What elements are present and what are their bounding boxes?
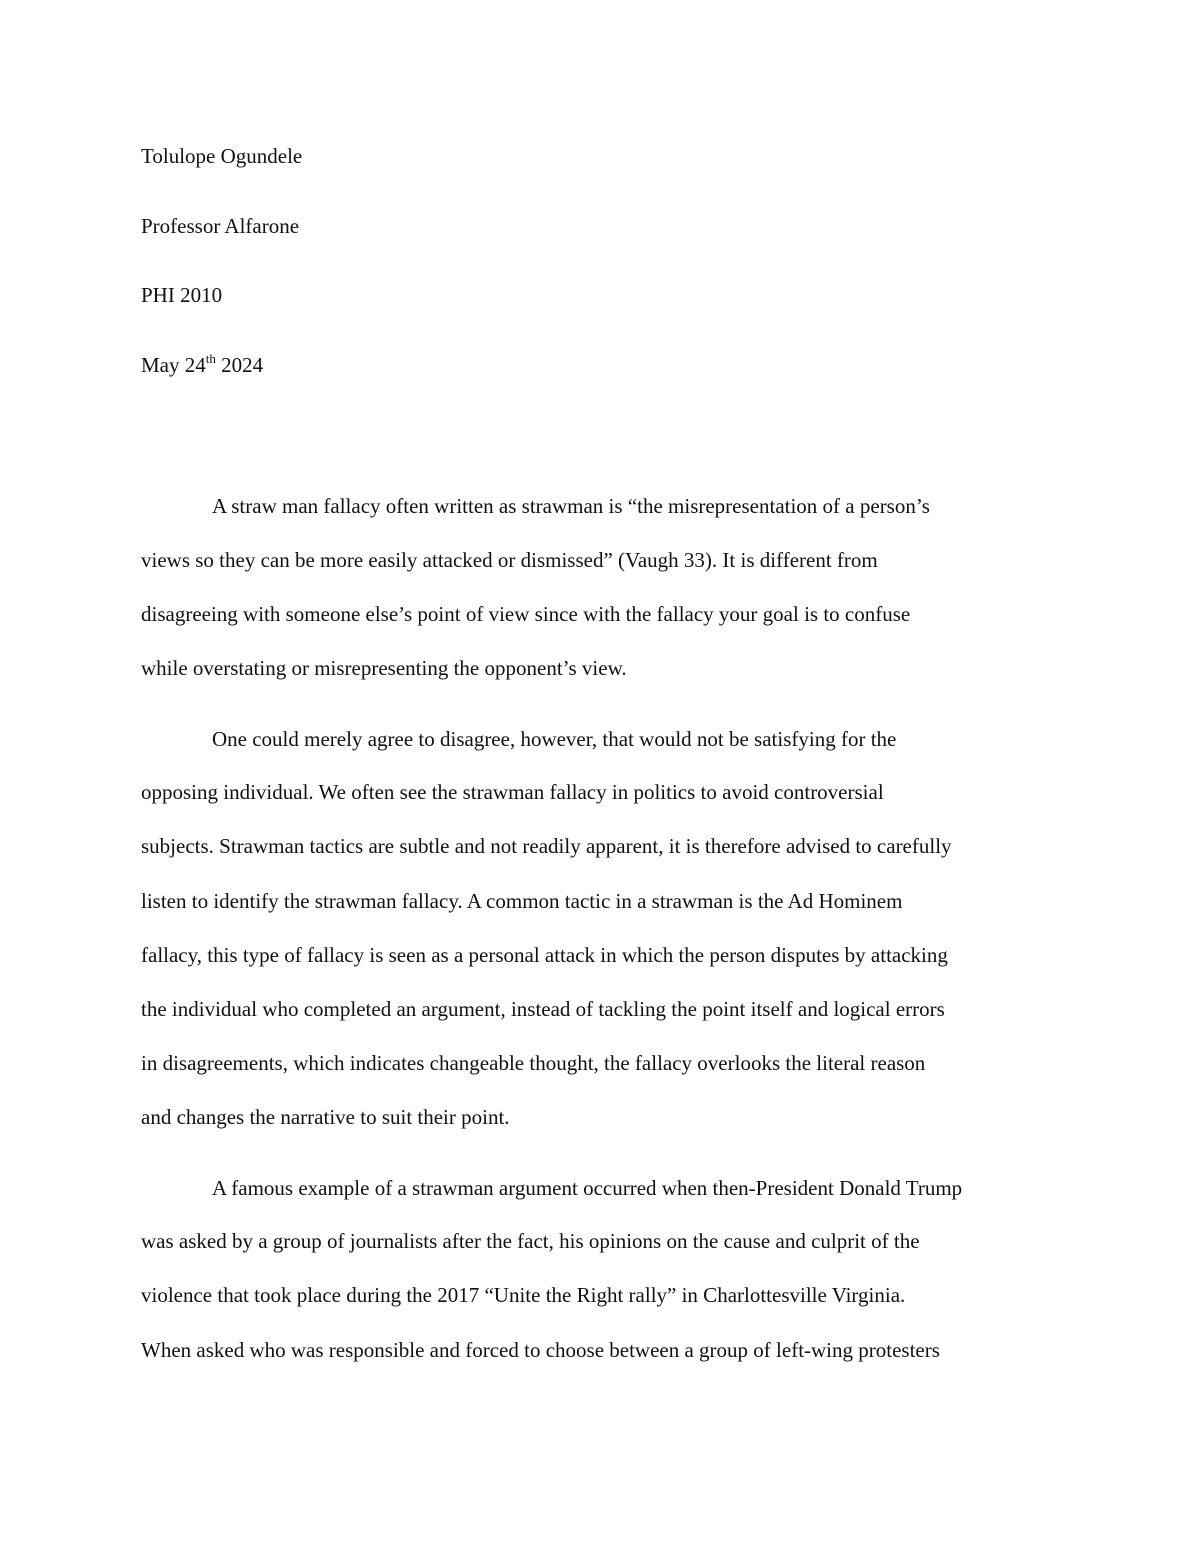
paragraph-1-line-1: A straw man fallacy often written as strawman is “the misrepresentation of a person’s bbox=[212, 494, 930, 518]
paragraph-3-line-3: violence that took place during the 2017 “Unite the Right rally” in Charlottesville Virginia. bbox=[141, 1283, 906, 1307]
date bbox=[141, 353, 263, 377]
paragraph-1-line-2: views so they can be more easily attacked or dismissed” (Vaugh 33). It is different from bbox=[141, 548, 878, 572]
course-code: PHI 2010 bbox=[141, 283, 223, 307]
paragraph-1-line-4: while overstating or misrepresenting the opponent’s view. bbox=[141, 656, 627, 680]
paragraph-3-line-1: A famous example of a strawman argument occurred when then-President Donald Trump bbox=[212, 1176, 963, 1200]
paragraph-2-line-4: listen to identify the strawman fallacy. A common tactic in a strawman is the Ad Hominem bbox=[141, 889, 903, 913]
paragraph-2-line-7: in disagreements, which indicates changeable thought, the fallacy overlooks the literal reason bbox=[141, 1051, 926, 1075]
paragraph-2-line-5: fallacy, this type of fallacy is seen as a personal attack in which the person disputes by attacking bbox=[141, 943, 948, 967]
paragraph-2-line-2: opposing individual. We often see the strawman fallacy in politics to avoid controversial bbox=[141, 780, 884, 804]
paragraph-1-line-3: disagreeing with someone else’s point of view since with the fallacy your goal is to confuse bbox=[141, 602, 911, 626]
date-year: 2024 bbox=[215, 353, 264, 377]
paragraph-3-line-4: When asked who was responsible and forced to choose between a group of left-wing protesters bbox=[141, 1338, 940, 1362]
paragraph-2-line-6: the individual who completed an argument, instead of tackling the point itself and logical errors bbox=[141, 997, 945, 1021]
date-main: May 24 bbox=[141, 353, 206, 377]
paragraph-2-line-8: and changes the narrative to suit their point. bbox=[141, 1105, 510, 1129]
paragraph-3-line-2: was asked by a group of journalists after the fact, his opinions on the cause and culprit of the bbox=[141, 1229, 920, 1253]
paragraph-2-line-1: One could merely agree to disagree, however, that would not be satisfying for the bbox=[212, 727, 897, 751]
date-superscript: th bbox=[205, 351, 216, 366]
paragraph-2-line-3: subjects. Strawman tactics are subtle and not readily apparent, it is therefore advised to carefully bbox=[141, 834, 952, 858]
professor-name: Professor Alfarone bbox=[141, 214, 300, 238]
author-name: Tolulope Ogundele bbox=[141, 144, 303, 168]
